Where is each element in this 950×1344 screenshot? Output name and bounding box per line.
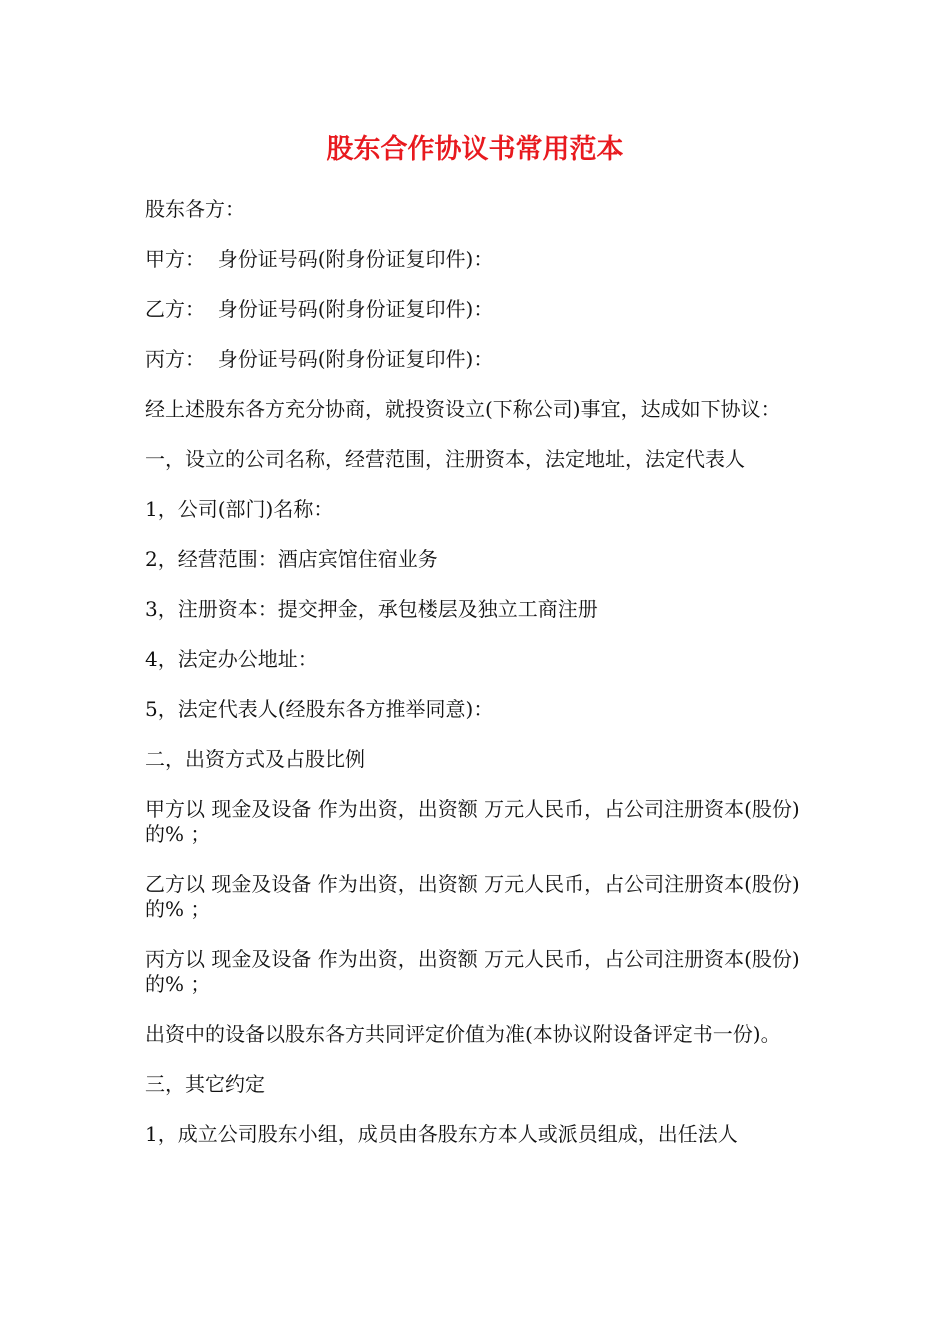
paragraph-party-b: 乙方： 身份证号码(附身份证复印件)： [145,297,494,321]
section-3-heading: 三，其它约定 [145,1072,265,1096]
clause-1-5: 5，法定代表人(经股东各方推举同意)： [145,697,494,721]
clause-2-party-a: 甲方以 现金及设备 作为出资，出资额 万元人民币，占公司注册资本(股份)的% ； [145,797,800,846]
clause-1-4: 4，法定办公地址： [145,647,318,671]
document-body [145,197,810,1172]
clause-1-1: 1，公司(部门)名称： [145,497,334,521]
clause-2-equipment: 出资中的设备以股东各方共同评定价值为准(本协议附设备评定书一份)。 [145,1022,781,1046]
document-title: 股东合作协议书常用范本 [326,134,624,165]
section-2-heading: 二，出资方式及占股比例 [145,747,365,771]
clause-3-1: 1，成立公司股东小组，成员由各股东方本人或派员组成，出任法人 [145,1122,738,1146]
paragraph-parties-heading: 股东各方： [145,197,245,221]
paragraph-party-a: 甲方： 身份证号码(附身份证复印件)： [145,247,494,271]
clause-1-3: 3，注册资本：提交押金，承包楼层及独立工商注册 [145,597,598,621]
paragraph-preamble: 经上述股东各方充分协商，就投资设立(下称公司)事宜，达成如下协议： [145,397,781,421]
clause-1-2: 2，经营范围：酒店宾馆住宿业务 [145,547,438,571]
clause-2-party-b: 乙方以 现金及设备 作为出资，出资额 万元人民币，占公司注册资本(股份)的% ； [145,872,800,921]
clause-2-party-c: 丙方以 现金及设备 作为出资，出资额 万元人民币，占公司注册资本(股份)的% ； [145,947,800,996]
section-1-heading: 一，设立的公司名称，经营范围，注册资本，法定地址，法定代表人 [145,447,745,471]
paragraph-party-c: 丙方： 身份证号码(附身份证复印件)： [145,347,494,371]
